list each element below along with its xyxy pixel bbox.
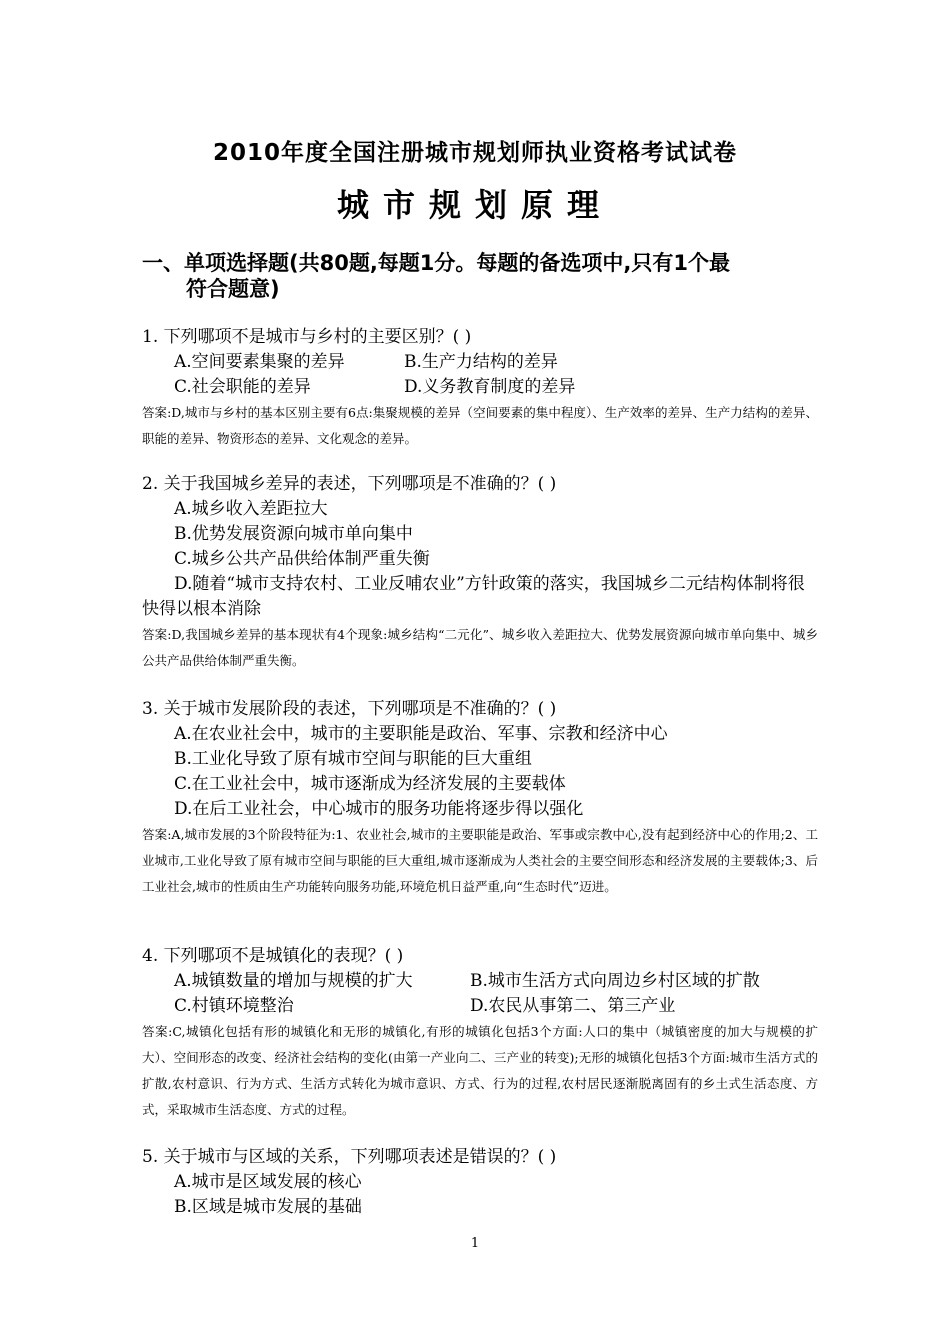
option-b: B.城市生活方式向周边乡村区域的扩散 (470, 971, 760, 991)
option-a: A.城镇数量的增加与规模的扩大 (174, 971, 413, 991)
option-row (142, 375, 818, 400)
option-d: D.义务教育制度的差异 (404, 377, 576, 397)
question-stem: 4. 下列哪项不是城镇化的表现？( ) (142, 946, 404, 966)
question-3 (142, 697, 818, 900)
section-heading-line2: 符合题意) (186, 277, 280, 301)
question-5 (142, 1145, 818, 1220)
option-d: D.农民从事第二、第三产业 (470, 996, 676, 1016)
option-b: B.工业化导致了原有城市空间与职能的巨大重组 (174, 749, 532, 769)
option-b: B.生产力结构的差异 (404, 352, 558, 372)
option-c: C.村镇环境整治 (174, 996, 294, 1016)
question-stem: 2. 关于我国城乡差异的表述，下列哪项是不准确的？( ) (142, 474, 557, 494)
answer-explanation: 答案:C,城镇化包括有形的城镇化和无形的城镇化,有形的城镇化包括3个方面:人口的集中（城镇密度的加大与规模的扩大）、空间形态的改变、经济社会结构的变化(由第一产业向二、三产业的转变);无形的城镇化包括3个方面:城市生活方式的扩散,农村意识、行为方式、生活方式转化为城市意识、方式、行为的过程,农村居民逐渐脱离固有的乡土式生活态度、方式，采取城市生活态度、方式的过程。 (142, 1024, 818, 1117)
option-a: A.城市是区域发展的核心 (174, 1172, 362, 1192)
question-1 (142, 325, 818, 452)
option-row (142, 350, 818, 375)
option-b: B.优势发展资源向城市单向集中 (174, 524, 413, 544)
option-a: A.空间要素集聚的差异 (174, 352, 345, 372)
answer-explanation: 答案:D,城市与乡村的基本区别主要有6点:集聚规模的差异（空间要素的集中程度）、生产效率的差异、生产力结构的差异、职能的差异、物资形态的差异、文化观念的差异。 (142, 405, 818, 446)
option-c: C.城乡公共产品供给体制严重失衡 (174, 549, 430, 569)
subject-title: 城市规划原理 (336, 186, 613, 224)
answer-explanation: 答案:A,城市发展的3个阶段特征为:1、农业社会,城市的主要职能是政治、军事或宗教中心,没有起到经济中心的作用;2、工业城市,工业化导致了原有城市空间与职能的巨大重组,城市逐渐成为人类社会的主要空间形态和经济发展的主要载体;3、后工业社会,城市的性质由生产功能转向服务功能,环境危机日益严重,向“生态时代”迈进。 (142, 827, 818, 894)
option-c: C.在工业社会中，城市逐渐成为经济发展的主要载体 (174, 774, 566, 794)
answer-explanation: 答案:D,我国城乡差异的基本现状有4个现象:城乡结构“二元化”、城乡收入差距拉大、优势发展资源向城市单向集中、城乡公共产品供给体制严重失衡。 (142, 627, 818, 668)
question-stem: 3. 关于城市发展阶段的表述，下列哪项是不准确的？( ) (142, 699, 557, 719)
section-heading (142, 250, 822, 302)
option-row (142, 994, 818, 1019)
question-stem: 1. 下列哪项不是城市与乡村的主要区别？( ) (142, 327, 472, 347)
option-c: C.社会职能的差异 (174, 377, 311, 397)
section-heading-line1: 一、单项选择题(共80题,每题1分。每题的备选项中,只有1个最 (142, 251, 730, 275)
option-d: D.在后工业社会，中心城市的服务功能将逐步得以强化 (174, 799, 584, 819)
option-b: B.区域是城市发展的基础 (174, 1197, 362, 1217)
question-4 (142, 944, 818, 1123)
exam-title: 2010年度全国注册城市规划师执业资格考试试卷 (212, 140, 737, 166)
page-number: 1 (470, 1236, 480, 1251)
option-row (142, 969, 818, 994)
option-d: D.随着“城市支持农村、工业反哺农业”方针政策的落实，我国城乡二元结构体制将很快得以根本消除 (142, 574, 805, 619)
option-a: A.城乡收入差距拉大 (174, 499, 328, 519)
option-a: A.在农业社会中，城市的主要职能是政治、军事、宗教和经济中心 (174, 724, 668, 744)
question-stem: 5. 关于城市与区域的关系，下列哪项表述是错误的？( ) (142, 1147, 557, 1167)
question-2 (142, 472, 818, 674)
